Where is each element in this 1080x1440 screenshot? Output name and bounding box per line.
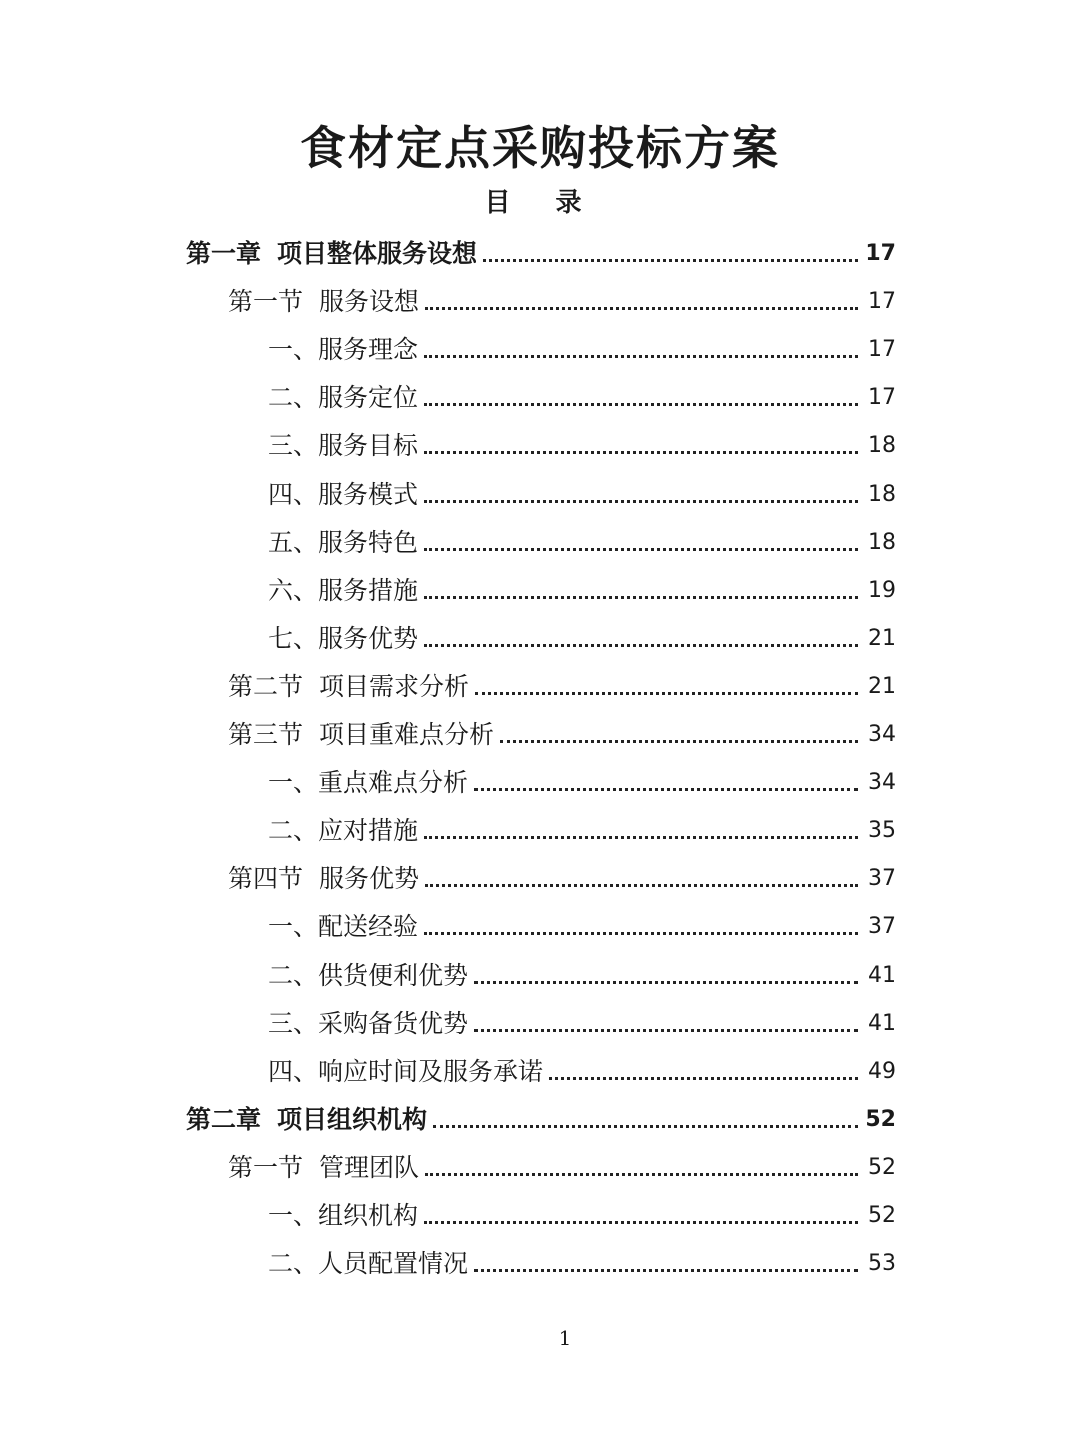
toc-entry-label [268,1056,543,1088]
toc-entry-item[interactable] [0,467,1080,511]
toc-entry-page: 37 [868,866,896,892]
toc-entry-number: 五、 [268,527,319,557]
toc-entry-label [268,430,418,462]
page-number: 1 [558,1326,572,1350]
toc-entry-title: 项目重难点分析 [319,720,495,749]
toc-entry-item[interactable] [0,322,1080,366]
toc-entry-label [268,911,418,943]
toc-entry-page: 41 [868,1010,896,1036]
toc-entry-page: 17 [868,289,896,315]
toc-entry-number: 一、 [268,912,319,942]
toc-entry-chapter[interactable] [0,1092,1080,1136]
toc-dot-leader [549,1077,858,1080]
toc-entry-label [268,382,418,414]
toc-entry-number: 六、 [268,575,319,605]
toc-entry-title: 重点难点分析 [318,768,469,798]
toc-entry-title: 服务目标 [318,431,419,461]
document-title: 食材定点采购投标方案 [300,121,780,175]
toc-entry-section[interactable] [0,274,1080,318]
toc-entry-label [268,334,418,366]
toc-dot-leader [424,403,858,406]
toc-entry-title: 服务模式 [318,479,419,509]
toc-entry-page: 21 [868,673,896,699]
toc-entry-page: 18 [868,529,896,555]
toc-entry-item[interactable] [0,996,1080,1040]
toc-entry-title: 应对措施 [318,816,419,846]
toc-entry-page: 49 [868,1058,896,1084]
toc-entry-number: 第二节 [228,671,304,701]
toc-entry-page: 37 [868,914,896,940]
toc-entry-item[interactable] [0,755,1080,799]
toc-entry-number: 三、 [268,431,319,461]
toc-entry-item[interactable] [0,611,1080,655]
toc-entry-item[interactable] [0,418,1080,462]
toc-entry-item[interactable] [0,803,1080,847]
toc-dot-leader [424,355,858,358]
toc-entry-title: 服务优势 [319,864,420,894]
toc-dot-leader [474,981,858,984]
toc-dot-leader [474,788,858,791]
toc-entry-page: 35 [868,818,896,844]
toc-entry-section[interactable] [0,851,1080,895]
toc-dot-leader [474,1269,858,1272]
toc-heading: 目 录 [484,188,600,218]
toc-entry-page: 18 [868,433,896,459]
toc-entry-title: 服务理念 [318,335,419,365]
toc-entry-title: 人员配置情况 [318,1249,469,1279]
toc-entry-page: 52 [868,1203,896,1228]
toc-entry-number: 四、 [268,479,319,509]
toc-entry-item[interactable] [0,370,1080,414]
toc-entry-title: 项目组织机构 [277,1104,428,1134]
toc-entry-title: 组织机构 [318,1201,419,1230]
toc-entry-label [268,815,418,847]
toc-entry-number: 一、 [268,335,319,365]
toc-entry-item[interactable] [0,515,1080,559]
toc-entry-label [228,286,419,318]
toc-entry-title: 响应时间及服务承诺 [318,1056,544,1086]
toc-entry-number: 三、 [268,1008,319,1038]
toc-dot-leader [424,548,858,551]
toc-dot-leader [424,932,858,935]
toc-entry-label [186,238,477,270]
toc-entry-label [268,1248,468,1280]
toc-entry-number: 二、 [268,383,319,413]
toc-entry-label [268,1008,468,1040]
toc-entry-number: 二、 [268,816,319,846]
toc-entry-section[interactable] [0,1140,1080,1184]
toc-entry-label [228,863,419,895]
toc-entry-page: 19 [868,577,896,603]
toc-entry-page: 17 [868,385,896,411]
toc-entry-title: 项目整体服务设想 [277,239,478,268]
toc-entry-page: 53 [868,1251,896,1277]
toc-entry-section[interactable] [0,707,1080,751]
toc-entry-title: 供货便利优势 [318,960,469,990]
toc-entry-label [268,1200,418,1232]
toc-entry-title: 服务定位 [318,383,419,413]
toc-dot-leader [424,836,858,839]
toc-entry-page: 34 [868,722,896,747]
toc-dot-leader [500,740,858,743]
toc-entry-title: 服务优势 [318,623,419,653]
toc-entry-section[interactable] [0,659,1080,703]
toc-entry-label [228,719,494,751]
toc-entry-title: 配送经验 [318,912,419,942]
toc-entry-item[interactable] [0,563,1080,607]
toc-dot-leader [475,692,858,695]
toc-entry-label [268,767,468,799]
toc-dot-leader [424,644,858,647]
toc-dot-leader [424,596,858,599]
toc-entry-page: 17 [865,241,896,266]
toc-entry-number: 一、 [268,768,319,798]
toc-dot-leader [425,884,858,887]
toc-dot-leader [424,500,858,503]
toc-dot-leader [433,1125,858,1128]
toc-entry-item[interactable] [0,1188,1080,1232]
toc-entry-title: 管理团队 [319,1152,420,1182]
toc-entry-label [228,671,469,703]
toc-entry-title: 项目需求分析 [319,671,470,701]
toc-entry-label [228,1152,419,1184]
toc-entry-item[interactable] [0,948,1080,992]
toc-entry-page: 41 [868,962,896,988]
toc-entry-chapter[interactable] [0,226,1080,270]
toc-entry-item[interactable] [0,899,1080,943]
toc-dot-leader [425,1173,858,1176]
toc-entry-number: 七、 [268,623,319,653]
toc-dot-leader [474,1029,858,1032]
toc-entry-page: 18 [868,481,896,507]
toc-dot-leader [483,259,858,262]
toc-entry-label [186,1104,427,1136]
toc-entry-page: 21 [868,625,896,651]
toc-entry-label [268,479,418,511]
toc-entry-number: 二、 [268,1249,319,1279]
toc-entry-label [268,575,418,607]
toc-entry-number: 第三节 [228,720,304,749]
toc-dot-leader [424,451,858,454]
toc-entry-label [268,960,468,992]
toc-entry-number: 第一节 [228,287,304,317]
toc-entry-number: 四、 [268,1056,319,1086]
toc-entry-number: 一、 [268,1201,319,1230]
toc-entry-label [268,623,418,655]
toc-entry-page: 52 [865,1106,896,1132]
toc-entry-title: 采购备货优势 [318,1008,469,1038]
toc-dot-leader [425,307,858,310]
toc-dot-leader [424,1221,858,1224]
toc-entry-page: 52 [868,1154,896,1180]
toc-entry-title: 服务措施 [318,575,419,605]
toc-entry-number: 第一节 [228,1152,304,1182]
toc-entry-title: 服务设想 [319,287,420,317]
toc-entry-number: 第一章 [186,239,262,268]
toc-entry-number: 第二章 [186,1104,262,1134]
toc-entry-title: 服务特色 [318,527,419,557]
toc-entry-page: 34 [868,770,896,796]
toc-entry-item[interactable] [0,1044,1080,1088]
toc-entry-item[interactable] [0,1236,1080,1280]
toc-entry-number: 第四节 [228,864,304,894]
toc-entry-label [268,527,418,559]
toc-entry-page: 17 [868,337,896,363]
toc-entry-number: 二、 [268,960,319,990]
